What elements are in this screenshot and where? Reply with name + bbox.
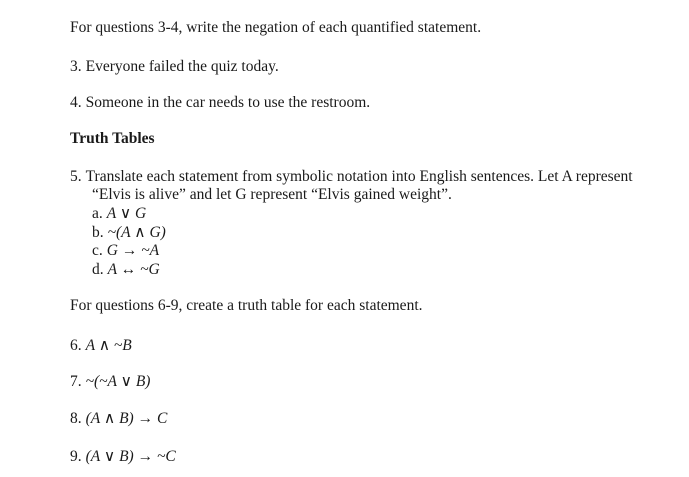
question-4	[70, 94, 370, 112]
question-9	[70, 448, 176, 466]
option-expression: ~(A ∧ G)	[107, 224, 166, 241]
question-6	[70, 337, 132, 355]
question-7-number: 7.	[70, 373, 82, 390]
question-6-number: 6.	[70, 337, 82, 354]
question-5-option-d	[92, 261, 160, 279]
question-4-number: 4.	[70, 94, 82, 111]
question-5-option-b	[92, 224, 166, 242]
question-9-expression: (A ∨ B) → ~C	[85, 448, 176, 465]
question-7-expression: ~(~A ∨ B)	[85, 373, 151, 390]
question-5-line-1	[70, 168, 633, 186]
option-expression: A ∨ G	[106, 205, 147, 222]
option-label: a.	[92, 205, 103, 222]
option-expression: G → ~A	[106, 242, 160, 259]
section-heading: Truth Tables	[70, 130, 155, 147]
question-8-expression: (A ∧ B) → C	[85, 410, 168, 427]
question-5-number: 5.	[70, 168, 82, 185]
negation-instructions: For questions 3-4, write the negation of each quantified statement.	[70, 19, 482, 36]
question-3	[70, 58, 279, 76]
option-label: b.	[92, 224, 104, 241]
question-4-text: Someone in the car needs to use the restroom.	[85, 94, 371, 111]
question-9-number: 9.	[70, 448, 82, 465]
question-3-text: Everyone failed the quiz today.	[85, 58, 279, 75]
question-5-text-line-1: Translate each statement from symbolic notation into English sentences. Let A represent	[85, 168, 633, 185]
question-8	[70, 410, 167, 428]
question-3-number: 3.	[70, 58, 82, 75]
question-6-expression: A ∧ ~B	[85, 337, 132, 354]
question-5-option-a	[92, 205, 146, 223]
option-label: d.	[92, 261, 104, 278]
question-5-option-c	[92, 242, 159, 260]
question-8-number: 8.	[70, 410, 82, 427]
question-5-line-2: “Elvis is alive” and let G represent “Elvis gained weight”.	[92, 186, 452, 203]
option-expression: A ↔ ~G	[107, 261, 160, 278]
option-label: c.	[92, 242, 103, 259]
question-7	[70, 373, 150, 391]
truth-table-instructions: For questions 6-9, create a truth table for each statement.	[70, 297, 423, 314]
